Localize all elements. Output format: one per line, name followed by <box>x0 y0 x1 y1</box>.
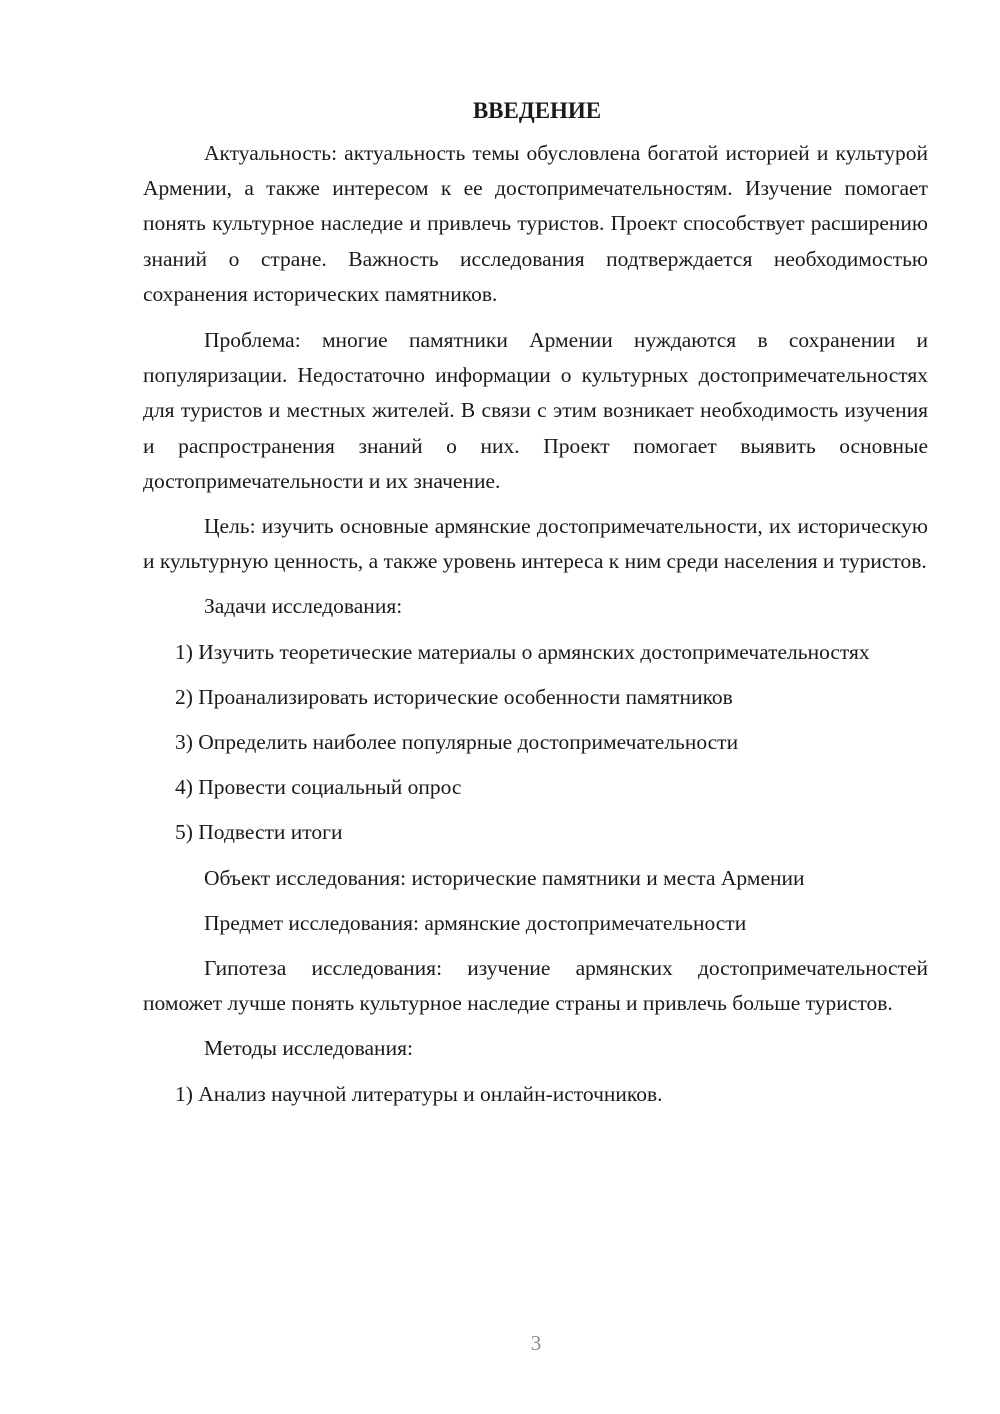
hypothesis-paragraph: Гипотеза исследования: изучение армянских достопримечательностей поможет лучше понять культурное наследие страны и привлечь больше туристов. <box>143 956 928 1016</box>
relevance-paragraph: Актуальность: актуальность темы обусловлена богатой историей и культурой Армении, а также интересом к ее достопримечательностям. Изучение помогает понять культурное наследие и привлечь туристов. Проект способствует расширению знаний о стране. Важность исследования подтверждается необходимостью сохранения исторических памятников. <box>143 141 928 306</box>
task-item-2: 2) Проанализировать исторические особенности памятников <box>175 684 733 709</box>
page-number: 3 <box>530 1331 542 1355</box>
task-item-5: 5) Подвести итоги <box>175 820 343 845</box>
tasks-heading: Задачи исследования: <box>204 594 403 619</box>
task-item-4: 4) Провести социальный опрос <box>175 775 462 800</box>
method-item-1: 1) Анализ научной литературы и онлайн-источников. <box>175 1081 663 1106</box>
section-title: ВВЕДЕНИЕ <box>472 98 602 123</box>
research-object: Объект исследования: исторические памятники и места Армении <box>204 865 805 890</box>
task-item-3: 3) Определить наиболее популярные достопримечательности <box>175 730 739 755</box>
task-item-1: 1) Изучить теоретические материалы о армянских достопримечательностях <box>175 639 870 664</box>
problem-paragraph: Проблема: многие памятники Армении нуждаются в сохранении и популяризации. Недостаточно информации о культурных достопримечательностях для туристов и местных жителей. В связи с этим возникает необходимость изучения и распространения знаний о них. Проект помогает выявить основные достопримечательности и их значение. <box>143 328 928 493</box>
research-subject: Предмет исследования: армянские достопримечательности <box>204 910 747 935</box>
page-content <box>143 93 928 1112</box>
methods-heading: Методы исследования: <box>204 1036 413 1061</box>
goal-paragraph: Цель: изучить основные армянские достопримечательности, их историческую и культурную ценность, а также уровень интереса к ним среди населения и туристов. <box>143 514 928 574</box>
